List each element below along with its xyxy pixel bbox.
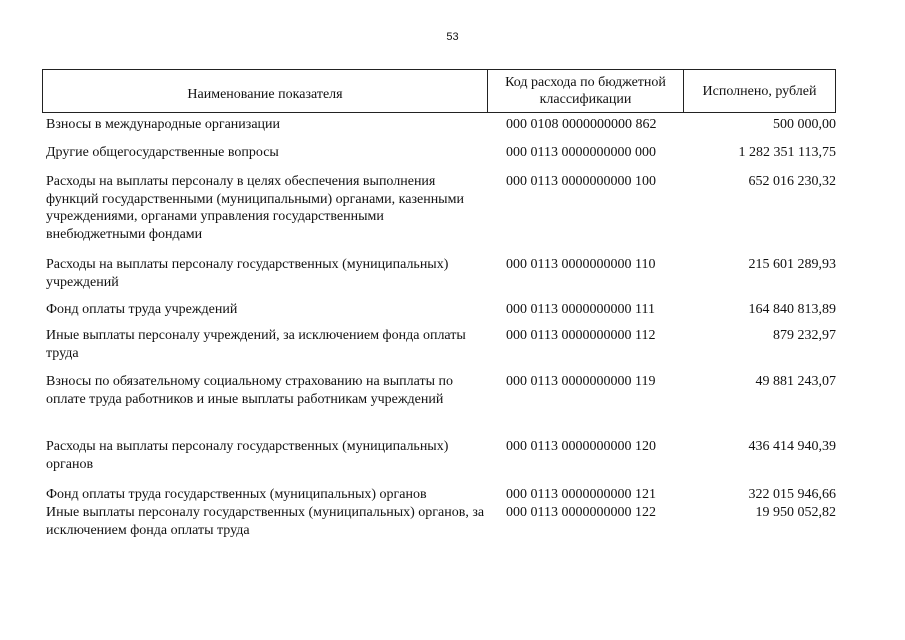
table-header [42, 69, 836, 113]
row-amount: 215 601 289,93 [748, 257, 836, 272]
page-number: 53 [446, 31, 459, 43]
row-amount: 652 016 230,32 [748, 174, 836, 189]
row-amount: 49 881 243,07 [755, 374, 836, 389]
row-code: 000 0113 0000000000 122 [506, 505, 656, 520]
row-name: Расходы на выплаты персоналу государственных (муниципальных) учреждений [46, 257, 449, 290]
row-name: Взносы по обязательному социальному страхованию на выплаты по оплате труда работников и иные выплаты работникам учреждений [46, 374, 454, 407]
row-name: Фонд оплаты труда государственных (муниципальных) органов [46, 487, 427, 502]
row-code: 000 0113 0000000000 111 [506, 302, 655, 317]
row-name: Взносы в международные организации [46, 117, 281, 132]
row-code: 000 0108 0000000000 862 [506, 117, 657, 132]
header-name: Наименование показателя [43, 70, 488, 112]
row-code: 000 0113 0000000000 119 [506, 374, 656, 389]
row-amount: 1 282 351 113,75 [738, 145, 836, 160]
row-name: Фонд оплаты труда учреждений [46, 302, 238, 317]
row-name: Другие общегосударственные вопросы [46, 145, 279, 160]
row-amount: 164 840 813,89 [748, 302, 836, 317]
row-name: Иные выплаты персоналу учреждений, за исключением фонда оплаты труда [46, 328, 466, 361]
header-executed: Исполнено, рублей [702, 83, 817, 99]
row-name: Расходы на выплаты персоналу в целях обеспечения выполнения функций государственными (муниципальными) органами, казенными учреждениями, органами управления государственными внебюджетными фондами [46, 174, 464, 242]
row-amount: 322 015 946,66 [748, 487, 836, 502]
row-code: 000 0113 0000000000 000 [506, 145, 656, 160]
row-code: 000 0113 0000000000 112 [506, 328, 656, 343]
row-name: Расходы на выплаты персоналу государственных (муниципальных) органов [46, 439, 449, 472]
row-code: 000 0113 0000000000 110 [506, 257, 656, 272]
header-code: Код расхода по бюджетной классификации [488, 70, 684, 112]
row-code: 000 0113 0000000000 100 [506, 174, 656, 189]
row-amount: 19 950 052,82 [755, 505, 836, 520]
row-code: 000 0113 0000000000 120 [506, 439, 656, 454]
row-name: Иные выплаты персоналу государственных (муниципальных) органов, за исключением фонда оплаты труда [46, 505, 485, 538]
row-code: 000 0113 0000000000 121 [506, 487, 656, 502]
row-amount: 500 000,00 [773, 117, 836, 132]
row-amount: 879 232,97 [773, 328, 836, 343]
row-amount: 436 414 940,39 [748, 439, 836, 454]
